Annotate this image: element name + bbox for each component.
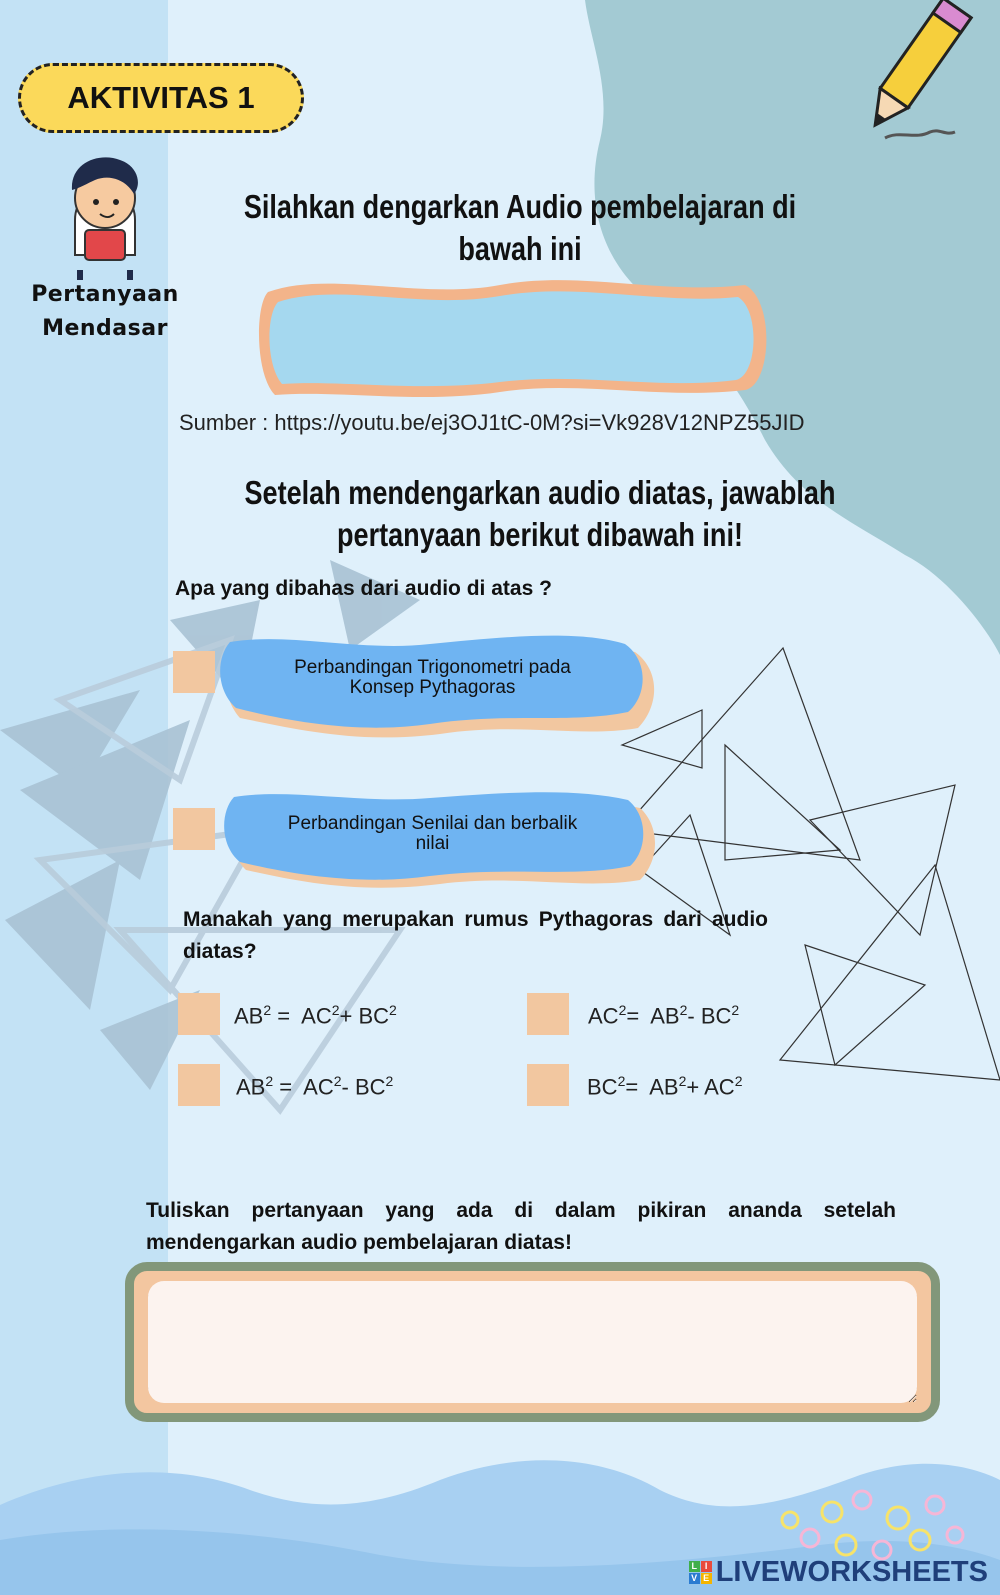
formula-term-a: AC xyxy=(301,1003,332,1029)
source-link[interactable]: Sumber : https://youtu.be/ej3OJ1tC-0M?si=Vk928V12NPZ55JID xyxy=(179,410,805,435)
audio-heading-line2: bawah ini xyxy=(458,230,582,267)
option-checkbox[interactable] xyxy=(527,993,569,1035)
pencil-icon xyxy=(845,0,985,145)
audio-player[interactable] xyxy=(270,292,750,387)
brand-mark-letter: V xyxy=(689,1573,700,1584)
activity-badge xyxy=(18,63,304,133)
formula-lhs: AC xyxy=(588,1003,619,1029)
exponent: 2 xyxy=(333,1073,342,1089)
option-checkbox[interactable] xyxy=(173,651,215,693)
exponent: 2 xyxy=(618,1002,627,1018)
exponent: 2 xyxy=(679,1002,688,1018)
question-1-option-2[interactable] xyxy=(240,814,625,854)
audio-heading-line1: Silahkan dengarkan Audio pembelajaran di xyxy=(243,188,797,225)
questions-intro-line1: Setelah mendengarkan audio diatas, jawablah xyxy=(244,474,836,511)
formula-operator: + xyxy=(339,1003,359,1029)
question-1-text: Apa yang dibahas dari audio di atas ? xyxy=(175,577,552,600)
exponent: 2 xyxy=(331,1002,340,1018)
brand-mark-letter: E xyxy=(701,1573,712,1584)
exponent: 2 xyxy=(389,1002,397,1018)
option-label-line2: Konsep Pythagoras xyxy=(349,677,516,698)
exponent: 2 xyxy=(263,1002,272,1018)
formula-term-b: BC xyxy=(358,1003,390,1029)
exponent: 2 xyxy=(734,1073,743,1089)
exponent: 2 xyxy=(617,1073,626,1089)
formula-term-b: AC xyxy=(704,1074,735,1100)
formula-term-a: AB xyxy=(650,1003,680,1029)
side-label-line1: Pertanyaan xyxy=(31,282,179,307)
formula-lhs: AB xyxy=(236,1074,266,1100)
option-label-line2: nilai xyxy=(415,833,450,854)
brand-mark-icon xyxy=(689,1561,712,1584)
audio-heading xyxy=(208,186,831,270)
answer-input[interactable] xyxy=(148,1281,917,1403)
option-checkbox[interactable] xyxy=(527,1064,569,1106)
formula-equals: = xyxy=(273,1074,304,1100)
formula-lhs: BC xyxy=(587,1074,618,1100)
exponent: 2 xyxy=(678,1073,687,1089)
student-character-icon xyxy=(60,150,150,280)
formula-operator: - xyxy=(341,1074,355,1100)
question-2-option-2[interactable] xyxy=(588,1002,739,1029)
question-2-text: Manakah yang merupakan rumus Pythagoras dari audio diatas? xyxy=(183,908,768,963)
question-2-option-3[interactable] xyxy=(236,1073,393,1100)
questions-intro xyxy=(228,472,851,556)
brand-mark-letter: L xyxy=(689,1561,700,1572)
option-checkbox[interactable] xyxy=(178,993,220,1035)
side-label xyxy=(20,278,190,346)
exponent: 2 xyxy=(265,1073,274,1089)
question-2-option-1[interactable] xyxy=(234,1002,397,1029)
option-checkbox[interactable] xyxy=(178,1064,220,1106)
questions-intro-line2: pertanyaan berikut dibawah ini! xyxy=(336,516,743,553)
brand-mark-letter: I xyxy=(701,1561,712,1572)
activity-title: AKTIVITAS 1 xyxy=(67,80,255,115)
answer-box xyxy=(125,1262,940,1422)
brand-name: LIVEWORKSHEETS xyxy=(715,1556,988,1588)
formula-term-b: BC xyxy=(700,1003,732,1029)
formula-operator: - xyxy=(687,1003,701,1029)
exponent: 2 xyxy=(385,1073,394,1089)
formula-term-b: BC xyxy=(354,1074,386,1100)
brand-logo xyxy=(689,1556,988,1589)
formula-operator: + xyxy=(686,1074,705,1100)
option-checkbox[interactable] xyxy=(173,808,215,850)
formula-term-a: AC xyxy=(303,1074,334,1100)
formula-equals: = xyxy=(625,1074,650,1100)
question-3-text: Tuliskan pertanyaan yang ada di dalam pikiran ananda setelah mendengarkan audio pembelajaran diatas! xyxy=(146,1199,896,1254)
exponent: 2 xyxy=(731,1002,740,1018)
option-label-line1: Perbandingan Trigonometri pada xyxy=(294,657,571,678)
formula-lhs: AB xyxy=(234,1003,264,1029)
side-label-line2: Mendasar xyxy=(42,316,168,341)
question-2-option-4[interactable] xyxy=(587,1073,742,1100)
option-label-line1: Perbandingan Senilai dan berbalik xyxy=(287,813,578,834)
formula-equals: = xyxy=(271,1003,302,1029)
formula-term-a: AB xyxy=(649,1074,679,1100)
formula-equals: = xyxy=(626,1003,651,1029)
question-1-option-1[interactable] xyxy=(240,658,625,698)
